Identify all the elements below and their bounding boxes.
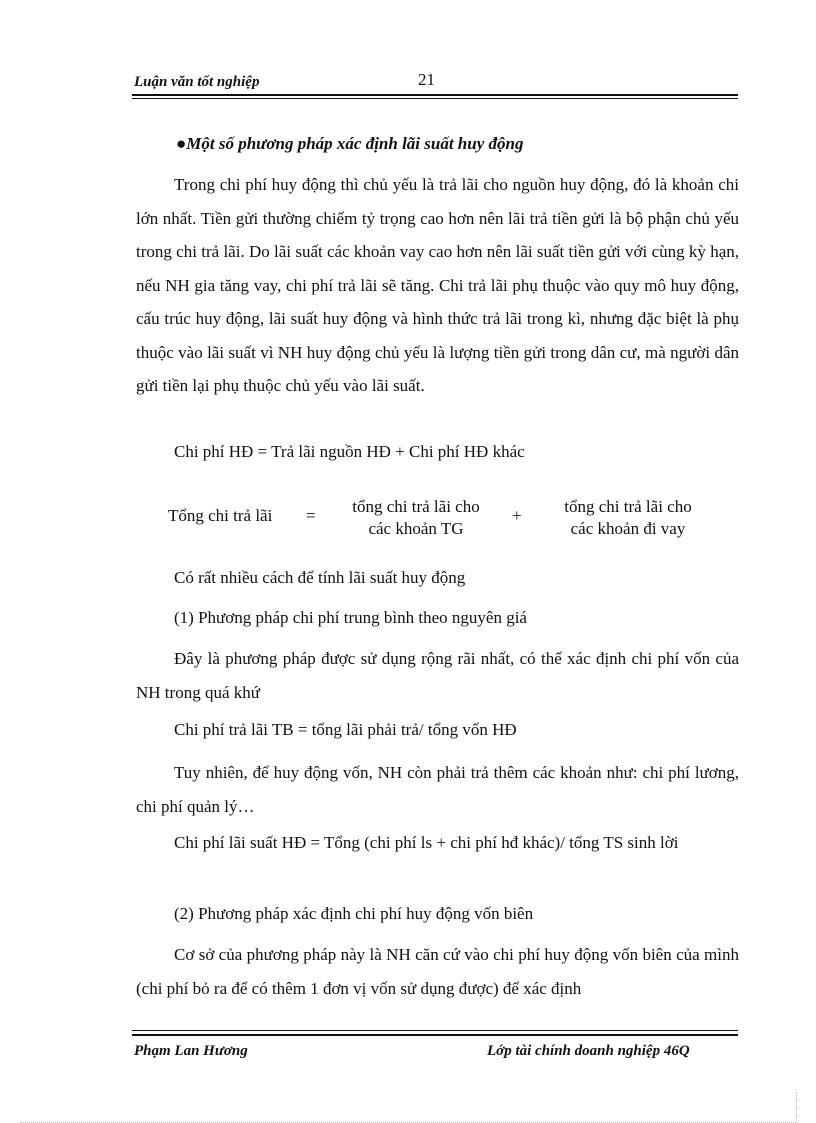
footer-author: Phạm Lan Hương xyxy=(134,1043,248,1059)
paragraph-additional-costs: Tuy nhiên, để huy động vốn, NH còn phải trả thêm các khoản như: chi phí lương, chi phí quản lý… xyxy=(136,763,739,816)
term-borrowings-bottom: các khoản đi vay xyxy=(570,519,686,538)
term-deposits-bottom: các khoản TG xyxy=(368,519,464,538)
formula-total-interest-lhs: Tổng chi trả lãi xyxy=(168,506,273,525)
section-heading: ●Một số phương pháp xác định lãi suất huy động xyxy=(176,134,524,153)
paragraph-method-1-desc: Đây là phương pháp được sử dụng rộng rãi nhất, có thể xác định chi phí vốn của NH trong quá khứ xyxy=(136,649,739,702)
footer-class: Lớp tài chính doanh nghiệp 46Q xyxy=(487,1043,690,1059)
page-right-border xyxy=(796,1092,797,1122)
formula-operating-cost: Chi phí HĐ = Trả lãi nguồn HĐ + Chi phí HĐ khác xyxy=(174,442,525,461)
formula-plus-sign: + xyxy=(512,506,522,525)
term-deposits-top: tổng chi trả lãi cho xyxy=(352,497,480,516)
method-2-title: (2) Phương pháp xác định chi phí huy động vốn biên xyxy=(174,904,534,923)
footer-rule-thin xyxy=(132,1030,738,1031)
header-rule-thin xyxy=(132,98,738,99)
formula-equals-sign: = xyxy=(306,506,316,525)
formula-term-deposits xyxy=(336,496,496,540)
paragraph-marginal-cost: Cơ sở của phương pháp này là NH căn cứ vào chi phí huy động vốn biên của mình (chi phí bỏ ra để có thêm 1 đơn vị vốn sử dụng được) để xác định xyxy=(136,945,739,998)
formula-average-cost: Chi phí trả lãi TB = tổng lãi phải trả/ tổng vốn HĐ xyxy=(174,720,517,739)
header-rule-thick xyxy=(132,94,738,96)
footer-rule-thick xyxy=(132,1034,738,1036)
paragraph-interest-rate-formula: Chi phí lãi suất HĐ = Tổng (chi phí ls + chi phí hđ khác)/ tổng TS sinh lời xyxy=(174,833,679,852)
term-borrowings-top: tổng chi trả lãi cho xyxy=(564,497,692,516)
header-left-text: Luận văn tốt nghiệp xyxy=(134,74,260,90)
method-1-title: (1) Phương pháp chi phí trung bình theo nguyên giá xyxy=(174,608,527,627)
page-number: 21 xyxy=(418,70,435,89)
formula-term-borrowings xyxy=(548,496,708,540)
methods-intro: Có rất nhiều cách để tính lãi suất huy động xyxy=(174,568,466,587)
paragraph-interest-costs: Trong chi phí huy động thì chủ yếu là trả lãi cho nguồn huy động, đó là khoản chi lớn nhất. Tiền gửi thường chiếm tỷ trọng cao hơn nên lãi trả tiền gửi là bộ phận chủ yếu trong chi trả lãi. Do lãi suất các khoản vay cao hơn nên lãi suất tiền gửi với cùng kỳ hạn, nếu NH gia tăng vay, chi phí trả lãi sẽ tăng. Chi trả lãi phụ thuộc vào quy mô huy động, cấu trúc huy động, lãi suất huy động và hình thức trả lãi trong kì, nhưng đặc biệt là phụ thuộc vào lãi suất vì NH huy động chủ yếu là lượng tiền gửi trong dân cư, mà người dân gửi tiền lại phụ thuộc chủ yếu vào lãi suất. xyxy=(136,175,739,395)
